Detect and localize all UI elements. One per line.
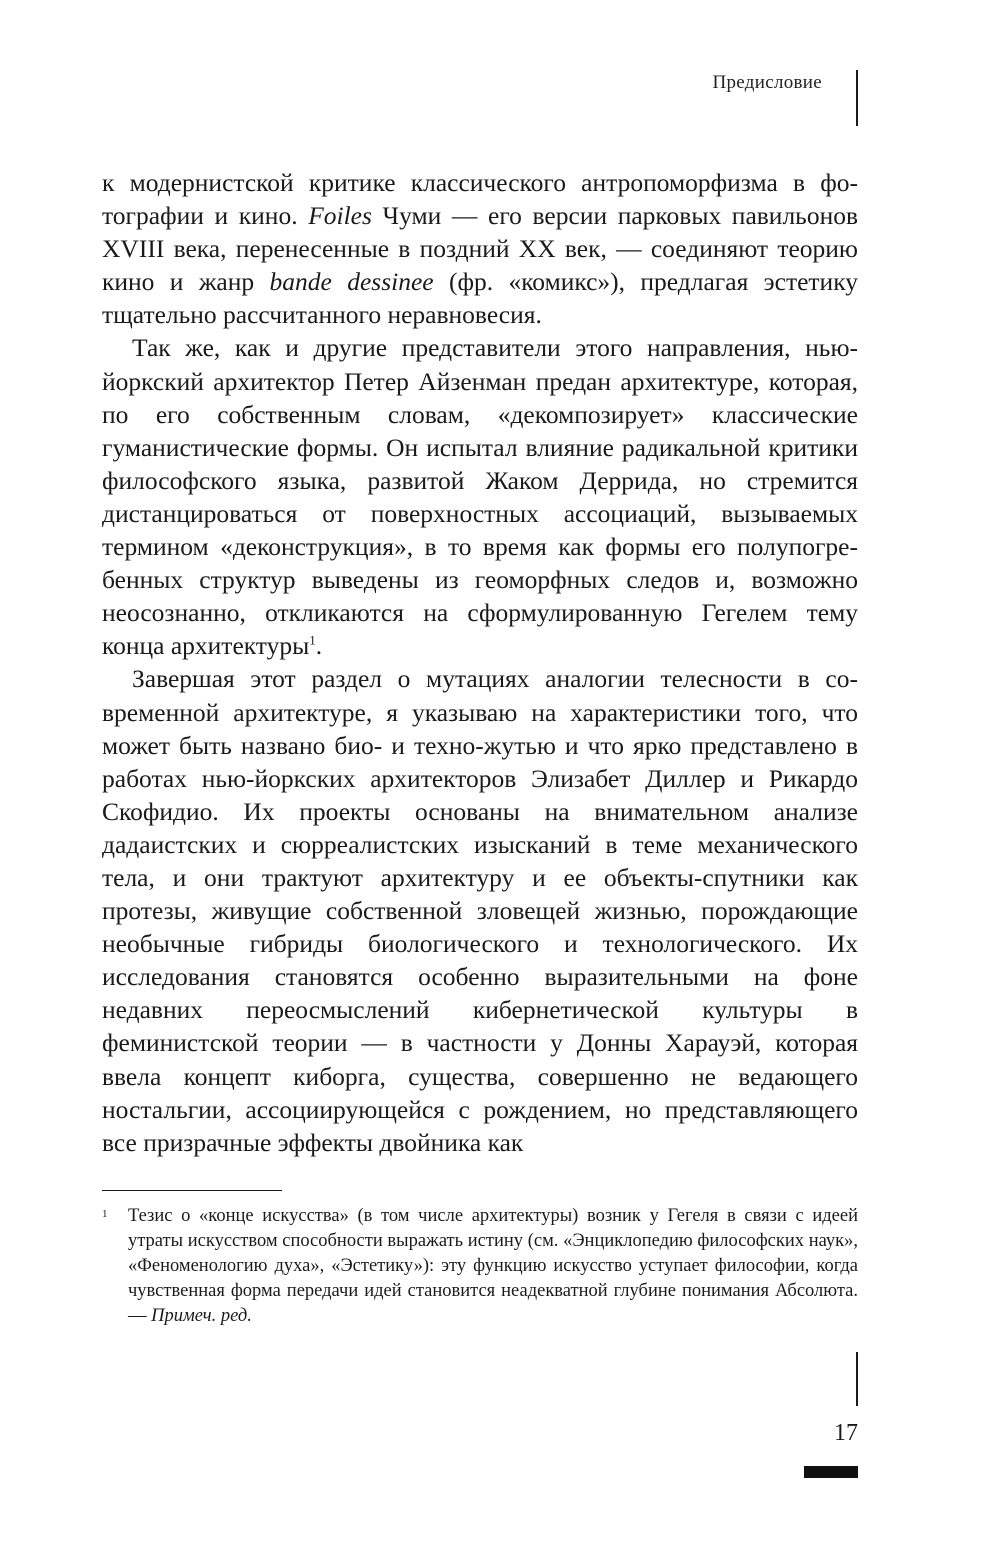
footnote-reference[interactable]: 1: [309, 632, 316, 648]
italic-term-bande-dessinee: bande dessinee: [269, 267, 434, 297]
footnote: [102, 1204, 858, 1329]
footer-bar: [804, 1466, 858, 1478]
header-rule: [856, 70, 858, 126]
footnote-number: 1: [102, 1208, 108, 1220]
paragraph-3: Завершая этот раздел о мутациях аналогии телесности в современной архитектуре, я указываю на характеристики того, что может быть названо био- и техно-жутью и что ярко представлено в работах нью-йоркских архитекторов Элизабет Диллер и Рикардо Скофидио. Их проекты основаны на внимательном анализе дадаистских и сюрреалистских изысканий в теме механического тела, и они трактуют архитектуру и ее объекты-спутники как протезы, живущие собственной зловещей жизнью, порождающие необычные гибриды биологического и технологического. Их исследования становятся особенно выразительными на фоне недавних переосмыслений кибернетической культуры в феминистской теории — в частности у Донны Харауэй, которая ввела концепт киборга, существа, совершенно не ведающего ностальгии, ассоциирующейся с рождением, но представляющего все призрачные эффекты двойника как: [102, 664, 858, 1157]
footnote-text: Тезис о «конце искусства» (в том числе архитектуры) возник у Гегеля в связи с идеей утраты искусством способности выражать истину (см. «Энциклопедию философских наук», «Феноменологию духа», «Эстетику»): эту функцию искусство уступает философии, когда чувственная форма передачи идей становится неадекватной глубине понимания Абсолюта. — Примеч. ред.: [128, 1206, 858, 1326]
body-text: [102, 166, 858, 1159]
italic-term-foiles: Foiles: [308, 201, 372, 231]
paragraph-1: к модернистской критике классического антропоморфизма в фотографии и кино. Foiles Чуми — его версии парковых павильонов XVIII века, перенесенные в поздний XX век, — соединяют теорию кино и жанр bande dessinee (фр. «комикс»), предлагая эстетику тщательно рассчитанного неравновесия.: [102, 168, 858, 330]
page-number: 17: [834, 1420, 858, 1446]
footnote-editor-note: Примеч. ред.: [151, 1306, 252, 1326]
running-head: Предисловие: [712, 72, 822, 93]
footer-rule: [856, 1352, 858, 1406]
footnote-separator: [102, 1190, 282, 1191]
paragraph-2: Так же, как и другие представители этого направления, ньюйоркский архитектор Петер Айзенман предан архитектуре, которая, по его собственным словам, «декомпозирует» классические гуманистические формы. Он испытал влияние радикальной критики философского языка, развитой Жаком Деррида, но стремится дистанцироваться от поверхностных ассоциаций, вызываемых термином «деконструкция», в то время как формы его полупогребенных структур выведены из геоморфных следов и, возможно неосознанно, откликаются на сформулированную Гегелем тему конца архитектуры$^1$.: [102, 333, 858, 661]
